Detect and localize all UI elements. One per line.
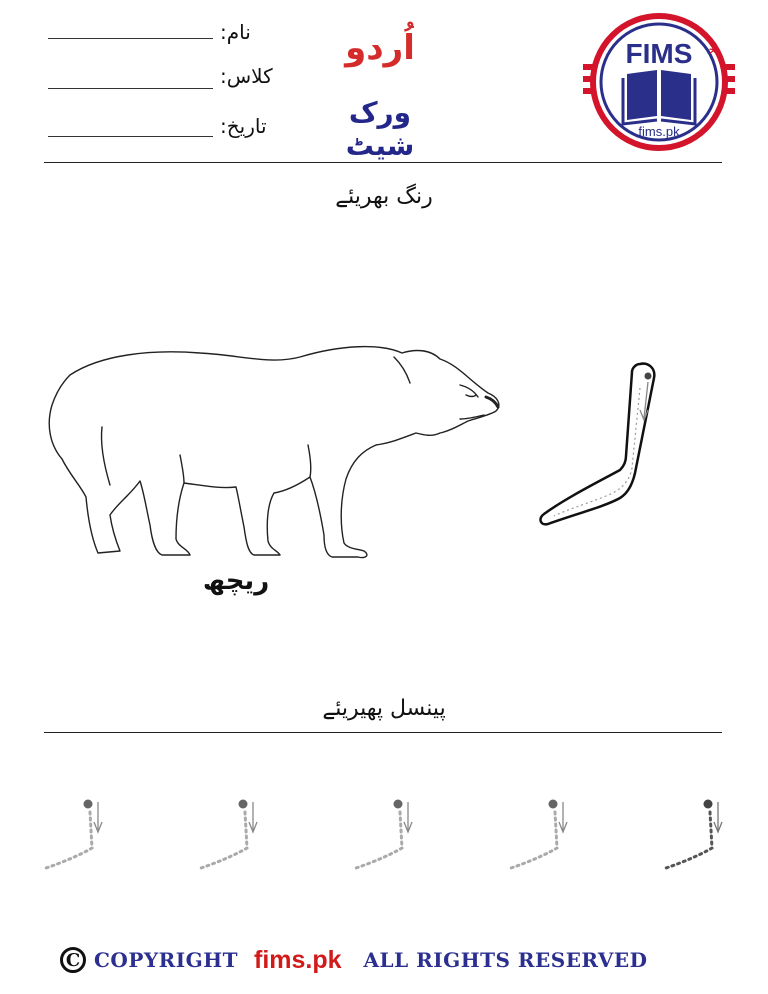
trace-item-1 [46, 800, 102, 869]
name-label: نام: [220, 20, 251, 44]
date-label: تاریخ: [220, 114, 267, 138]
trace-drawing [40, 790, 730, 880]
logo-badge: .PK [707, 39, 718, 55]
bear-label: ریچھ [202, 566, 270, 596]
trace-heading: پینسل پھیریئے [322, 696, 446, 721]
bear-drawing [40, 335, 510, 565]
class-line[interactable] [48, 88, 213, 89]
color-heading: رنگ بھریئے [335, 184, 433, 209]
copyright-footer [60, 938, 730, 982]
logo-brand: FIMS [625, 38, 693, 69]
trace-divider [44, 732, 722, 733]
rights-text: ALL RIGHTS RESERVED [363, 948, 648, 972]
trace-item-4 [511, 800, 567, 869]
trace-item-5 [666, 800, 722, 869]
trace-row[interactable] [40, 790, 730, 880]
copyright-icon: C [60, 947, 86, 973]
trace-item-3 [356, 800, 412, 869]
copyright-text: COPYRIGHT [94, 948, 238, 972]
worksheet-subtitle: ورک شیٹ [345, 96, 415, 162]
logo-site: fims.pk [638, 124, 680, 139]
trace-item-2 [201, 800, 257, 869]
footer-site-link[interactable]: fims.pk [254, 945, 342, 974]
class-label: کلاس: [220, 64, 273, 88]
fims-logo[interactable] [583, 12, 735, 152]
letter-drawing [536, 358, 666, 528]
bear-outline[interactable] [40, 335, 510, 565]
date-line[interactable] [48, 136, 213, 137]
name-line[interactable] [48, 38, 213, 39]
header-divider [44, 162, 722, 163]
subject-title: اُردو [345, 28, 415, 68]
letter-outline[interactable] [536, 358, 666, 528]
